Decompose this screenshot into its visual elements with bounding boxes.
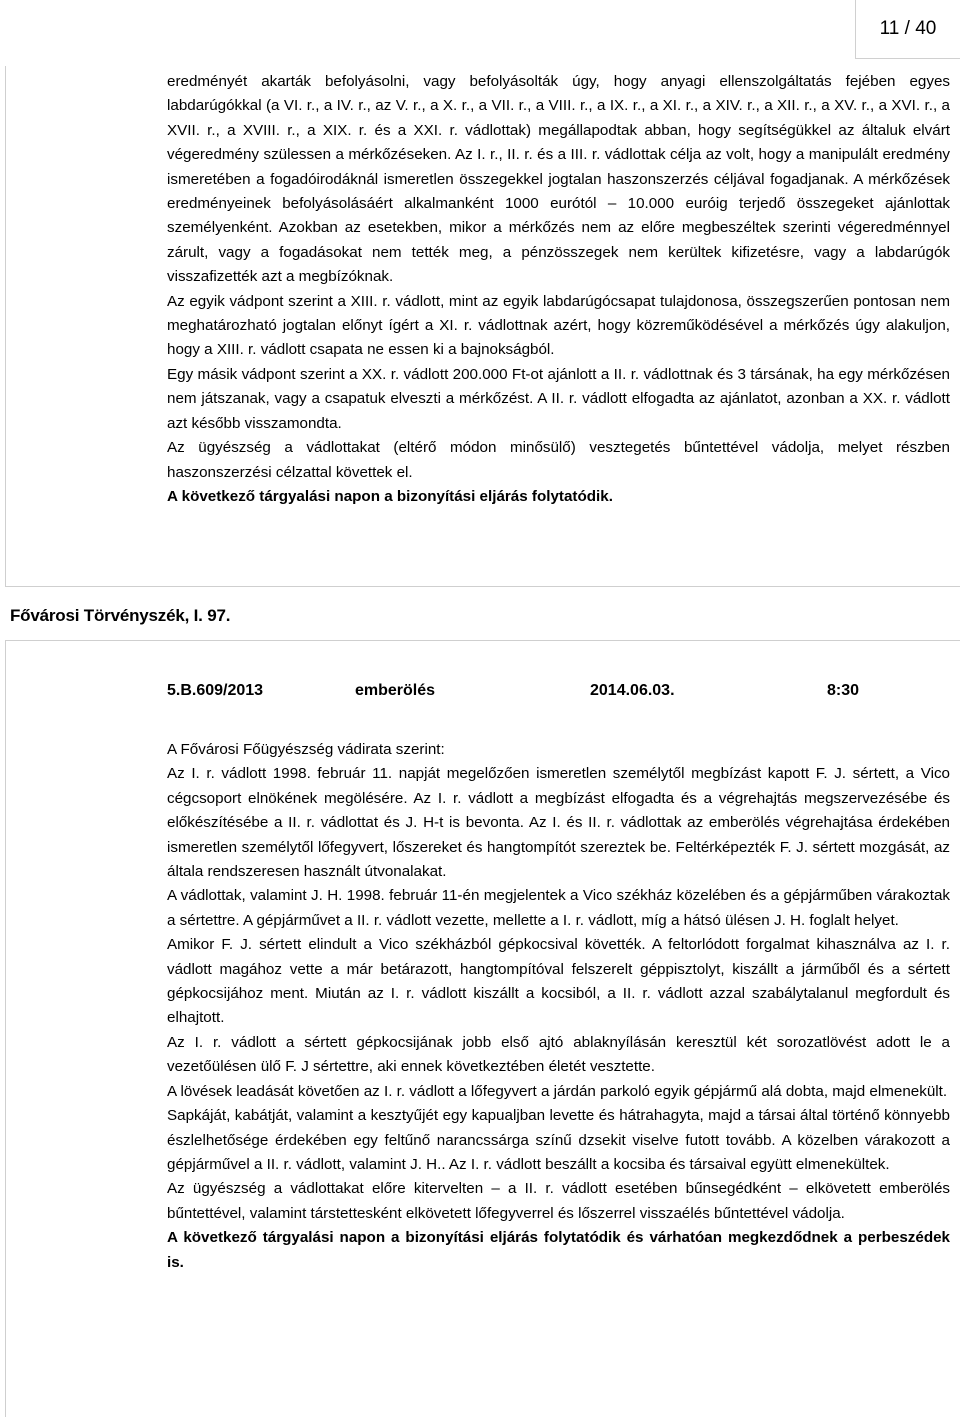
paragraph: Az I. r. vádlott 1998. február 11. napját megelőzően ismeretlen személytől megbízást kapott F. J. sértett, a Vico cégcsoport elnökének megölésére. Az I. r. vádlott a megbízást elfogadta és a végrehajtás megszervezésébe és előkészítésébe a II. r. vádlottat és J. H-t is bevonta. Az I. és II. r. vádlottak az emberölés végrehajtása érdekében ismeretlen személytől lőfegyvert, lőszereket és hangtompítót szereztek be. Feltérképezték F. J. sértett mozgását, az általa rendszeresen használt útvonalakat. (167, 765, 950, 881)
case-description-1 (167, 70, 950, 509)
paragraph: Az ügyészség a vádlottakat előre kitervelten – a II. r. vádlott esetében bűnsegédként – elkövetett emberölés bűntettével, valamint társtettesként elkövetett lőfegyverrel és lőszerrel visszaélés bűntettével vádolja. (167, 1180, 950, 1222)
case-header (167, 678, 947, 704)
case-time: 8:30 (827, 682, 860, 699)
paragraph: A Fővárosi Főügyészség vádirata szerint: (167, 741, 445, 758)
court-name: Fővárosi Törvényszék, I. 97. (10, 606, 231, 625)
paragraph: Amikor F. J. sértett elindult a Vico székházból gépkocsival követték. A feltorlódott forgalmat kihasználva az I. r. vádlott magához vette a már betárazott, hangtompítóval felszerelt géppisztolyt, kiszállt a járműből és a sértett gépkocsijához ment. Miután az I. r. vádlott kiszállt a kocsiból, a II. r. vádlott azzal szabálytalanul megfordult és elhajtott. (167, 936, 950, 1027)
left-border-top (5, 66, 6, 586)
section-divider (5, 586, 960, 587)
next-hearing-note: A következő tárgyalási napon a bizonyítási eljárás folytatódik és várhatóan megkezdődnek a perbeszédek is. (167, 1229, 950, 1271)
paragraph: Az I. r. vádlott a sértett gépkocsijának jobb első ajtó ablaknyílásán keresztül két sorozatlövést adott le a vezetőülésen ülő F. J sértettre, aki ennek következtében életét vesztette. (167, 1033, 950, 1076)
court-divider (5, 640, 960, 641)
case-number: 5.B.609/2013 (167, 682, 264, 699)
paragraph: A lövések leadását követően az I. r. vádlott a lőfegyvert a járdán parkoló egyik gépjármű alá dobta, majd elmenekült. (167, 1082, 948, 1100)
paragraph: Az ügyészség a vádlottakat (eltérő módon minősülő) vesztegetés bűntettével vádolja, melyet részben haszonszerzési célzattal követtek el. (167, 439, 950, 481)
paragraph: Sapkáját, kabátját, valamint a kesztyűjét egy kapualjban levette és hátrahagyta, majd a társai által történő könnyebb észlelhetősége érdekében egy feltűnő narancssárga színű dzsekit viselve futott tovább. A közelben várakozott a gépjárművel a II. r. vádlott, valamint J. H.. Az I. r. vádlott beszállt a kocsiba és társaival együtt elmenekültek. (167, 1107, 950, 1173)
case-description-2 (167, 738, 950, 1275)
page-number: 11 / 40 (855, 0, 960, 59)
left-border-bottom (5, 640, 6, 1417)
case-type: emberölés (355, 682, 436, 699)
next-hearing-note: A következő tárgyalási napon a bizonyítási eljárás folytatódik. (167, 487, 613, 505)
case-date: 2014.06.03. (590, 682, 675, 699)
paragraph: Az egyik vádpont szerint a XIII. r. vádlott, mint az egyik labdarúgócsapat tulajdonosa, összegszerűen pontosan nem meghatározható jogtalan előnyt ígért a XI. r. vádlottnak azért, hogy közreműködésével a mérkőzés úgy alakuljon, hogy a XIII. r. vádlott csapata ne essen ki a bajnokságból. (167, 292, 950, 359)
paragraph: Egy másik vádpont szerint a XX. r. vádlott 200.000 Ft-ot ajánlott a II. r. vádlottnak és 3 társának, ha egy mérkőzésen nem játszanak, vagy a csapatuk elveszti a mérkőzést. A II. r. vádlott elfogadta az ajánlatot, azonban a XX. r. vádlott azt később visszamondta. (167, 365, 950, 432)
paragraph: eredményét akarták befolyásolni, vagy befolyásolták úgy, hogy anyagi ellenszolgáltatás fejében egyes labdarúgókkal (a VI. r., a IV. r., az V. r., a X. r., a VII. r., a VIII. r., a IX. r., a XI. r., a XIV. r., a XII. r., a XV. r., a XVI. r., a XVII. r., a XVIII. r., a XIX. r. és a XXI. r. vádlottak) megállapodtak abban, hogy segítségükkel az általuk elvárt végeredmény szülessen a mérkőzéseken. Az I. r., II. r. és a III. r. vádlottak célja az volt, hogy a manipulált eredmény ismeretében a fogadóirodáknál ismeretlen összegekkel jogtalan haszonszerzés céljával fogadjanak. A mérkőzések eredményeinek befolyásolásáért alkalmanként 1000 eurótól – 10.000 euróig terjedő összegeket ajánlottak személyenként. Azokban az esetekben, mikor a mérkőzés nem az előre megbeszéltek szerinti végeredménnyel zárult, vagy a fogadásokat nem tették meg, a pénzösszegek nem kerültek kifizetésre, vagy a labdarúgók visszafizették azt a megbízóknak. (167, 73, 950, 286)
paragraph: A vádlottak, valamint J. H. 1998. február 11-én megjelentek a Vico székház közelében és a gépjárműben várakoztak a sértettre. A gépjárművet a II. r. vádlott vezette, mellette a I. r. vádlott, míg a hátsó ülésen J. H. foglalt helyet. (167, 887, 950, 929)
